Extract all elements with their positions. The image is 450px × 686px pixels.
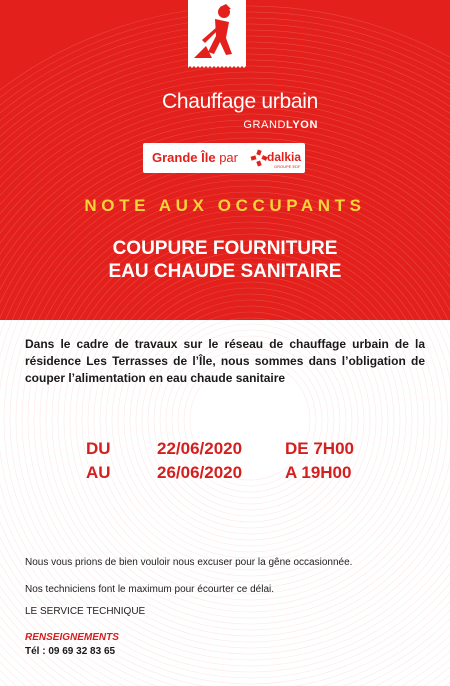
- info-phone: Tél : 09 69 32 83 65: [25, 646, 116, 657]
- note-heading: NOTE AUX OCCUPANTS: [84, 196, 366, 215]
- service-signature: LE SERVICE TECHNIQUE: [25, 606, 146, 617]
- info-label: RENSEIGNEMENTS: [25, 632, 119, 643]
- brand-title: Chauffage urbain: [162, 90, 318, 113]
- notice-title: [0, 237, 450, 283]
- schedule-row-start: [86, 439, 396, 461]
- apology-text: Nous vous prions de bien vouloir nous excuser pour la gêne occasionnée.: [25, 557, 353, 568]
- schedule-date: 26/06/2020: [157, 463, 243, 482]
- dalkia-group: GROUPE EDF: [274, 164, 301, 169]
- schedule-date: 22/06/2020: [157, 439, 243, 458]
- partner-name: Grande Île: [152, 150, 216, 165]
- partner-par: par: [219, 150, 238, 165]
- schedule-row-end: [86, 463, 396, 485]
- schedule-time: A 19H00: [285, 463, 352, 482]
- schedule-label: AU: [86, 463, 111, 482]
- dalkia-wordmark: dalkia: [267, 150, 302, 164]
- roadworks-worker-icon: [188, 0, 246, 68]
- schedule-time: DE 7H00: [285, 439, 354, 458]
- intro-paragraph: Dans le cadre de travaux sur le réseau de chauffage urbain de la résidence Les Terrasses de l’Île, nous sommes dans l’obligation de couper l’alimentation en eau chaude sanitaire: [25, 337, 425, 385]
- partner-text: [152, 150, 238, 165]
- notice-title-line2: EAU CHAUDE SANITAIRE: [108, 261, 342, 282]
- dalkia-logo-icon: [250, 149, 268, 167]
- partner-badge: [143, 143, 305, 173]
- schedule-label: DU: [86, 439, 111, 458]
- notice-title-line1: COUPURE FOURNITURE: [112, 238, 338, 259]
- technicians-text: Nos techniciens font le maximum pour écourter ce délai.: [25, 584, 275, 595]
- brand-subtitle: GRANDLYON: [243, 119, 318, 131]
